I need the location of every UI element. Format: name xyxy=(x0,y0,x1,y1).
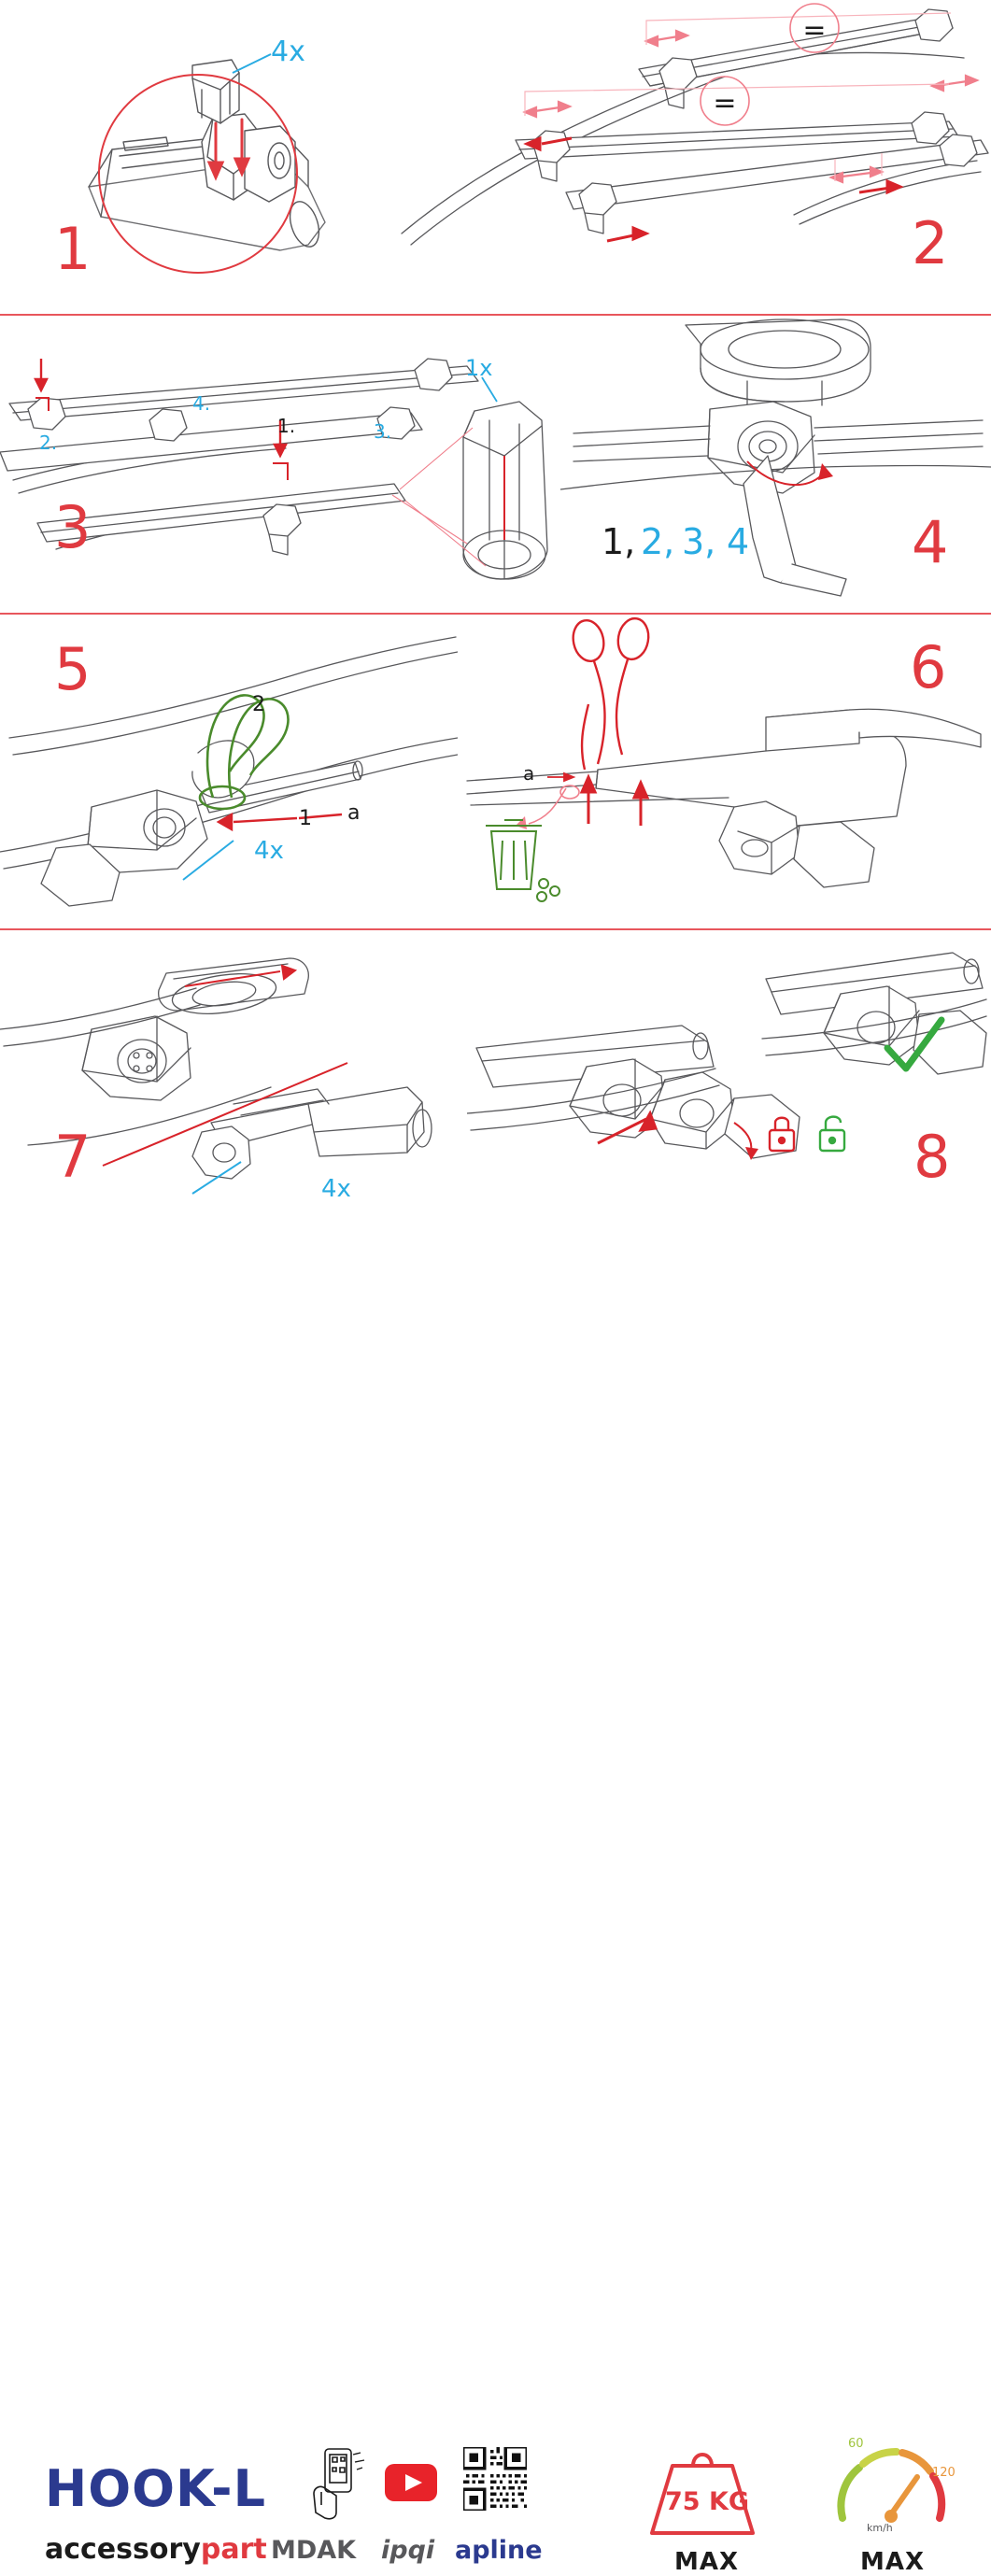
speed-tick-high: 120 xyxy=(932,2466,956,2480)
step-1-label-4x: 4x xyxy=(271,35,305,68)
step-4-label-2: 2, xyxy=(641,521,675,562)
step-6-number: 6 xyxy=(910,633,945,701)
step-3-label-2: 2. xyxy=(39,432,58,454)
weight-max-label: MAX xyxy=(674,2548,740,2576)
step-3-panel xyxy=(0,316,560,613)
youtube-icon[interactable] xyxy=(385,2464,437,2501)
brand-sub-part: part xyxy=(200,2533,267,2566)
step-8-illustration xyxy=(467,930,991,1214)
step-3-label-1x: 1x xyxy=(465,355,493,381)
speed-max-label: MAX xyxy=(860,2548,926,2576)
step-1-number: 1 xyxy=(54,215,90,283)
step-3-label-1: 1. xyxy=(277,415,296,437)
step-2-illustration xyxy=(392,0,991,314)
step-5-panel xyxy=(0,615,458,928)
svg-text:=: = xyxy=(713,87,737,120)
step-5-label-1: 1 xyxy=(299,807,312,830)
step-2-number: 2 xyxy=(912,209,947,277)
step-1-panel xyxy=(0,0,392,314)
step-4-label-3: 3, xyxy=(682,521,716,562)
brand-subtitle xyxy=(45,2533,267,2566)
step-5-number: 5 xyxy=(54,635,90,703)
step-2-panel xyxy=(392,0,991,314)
step-5-label-a: a xyxy=(347,801,361,825)
step-4-label-4: 4 xyxy=(727,521,750,562)
speed-unit: km/h xyxy=(867,2522,893,2534)
step-3-label-3: 3. xyxy=(374,420,392,443)
footer xyxy=(0,1214,991,2576)
step-7-label-4x: 4x xyxy=(321,1175,351,1203)
qr-code-icon xyxy=(463,2447,527,2511)
qr-scan-phone-icon xyxy=(304,2447,370,2522)
step-4-panel xyxy=(560,316,991,613)
step-3-number: 3 xyxy=(54,493,90,561)
step-5-label-4x: 4x xyxy=(254,837,284,865)
speed-tick-low: 60 xyxy=(848,2437,864,2451)
brand-title: HOOK-L xyxy=(45,2459,266,2518)
step-8-number: 8 xyxy=(913,1123,949,1191)
step-8-panel xyxy=(467,930,991,1214)
step-5-label-2: 2 xyxy=(252,693,265,716)
step-4-number: 4 xyxy=(912,508,947,576)
step-4-label-1: 1, xyxy=(602,521,636,562)
partner-ipqi: ipqi xyxy=(381,2536,435,2565)
step-7-panel xyxy=(0,930,467,1214)
step-6-panel xyxy=(458,615,991,928)
step-6-label-a: a xyxy=(523,762,535,785)
partner-mdak: MDAK xyxy=(271,2536,357,2565)
weight-value: 75 KG xyxy=(665,2487,750,2516)
svg-text:=: = xyxy=(802,14,827,47)
partner-apline: apline xyxy=(455,2536,543,2565)
step-7-number: 7 xyxy=(54,1123,90,1191)
step-3-label-4: 4. xyxy=(192,392,211,415)
brand-sub-accessory: accessory xyxy=(45,2533,201,2566)
